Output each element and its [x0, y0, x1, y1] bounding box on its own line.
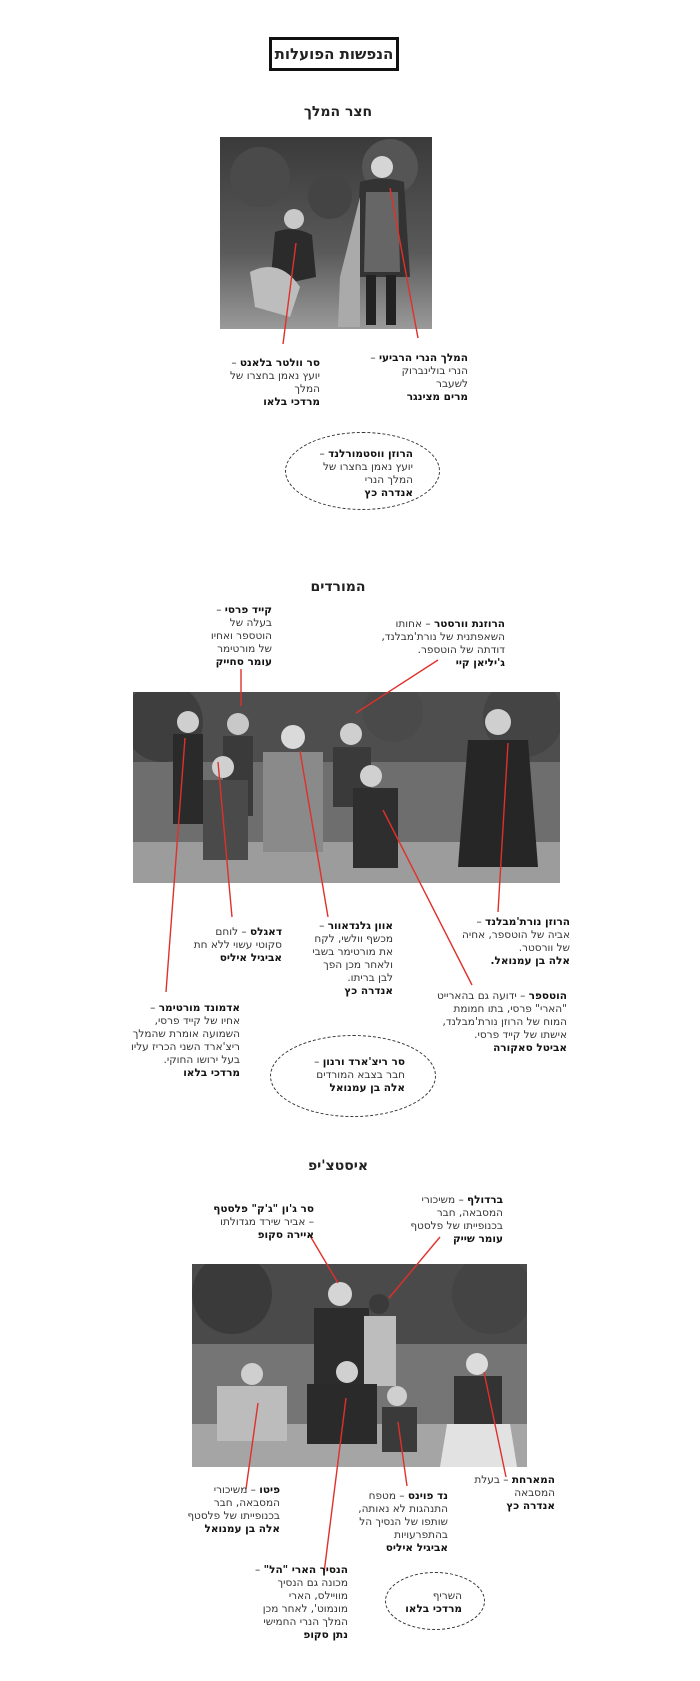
- role-description: מכונה גם הנסיך מוויילס, הארי מונמוט', לאחר מכן המלך הנרי החמישי: [262, 1577, 348, 1628]
- rebels-photo-art: [133, 692, 560, 883]
- actor-name: אנדרה כץ: [364, 487, 413, 499]
- role-description: לוחם סקוטי עשוי ללא חת: [193, 926, 282, 951]
- caption-mortimer: אדמונד מורטימר – אחיו של קייד פרסי, השמועה אומרת שהמלך ריצ'ארד השני הכריז עליו בעל ירושו החוקי. מרדכי בלאו: [128, 1002, 240, 1080]
- role-name: סר וולטר בלאנט: [239, 357, 320, 369]
- caption-bardolph: ברדולף – משיכורי המסבאה, חבר בכנופייתו של פלסטף עומר שייק: [407, 1194, 503, 1246]
- role-name: סר ג'ון "ג'ק" פלסטף: [213, 1203, 314, 1215]
- actor-name: עומר סחייק: [215, 656, 272, 668]
- role-name: הרוזן ווסטמורלנד: [328, 448, 413, 460]
- actor-name: אביטל סאקורה: [493, 1042, 567, 1054]
- actor-name: אביגיל איליס: [385, 1542, 448, 1554]
- eastcheap-photo: [192, 1264, 527, 1467]
- role-description: מכשף וולשי, לקח את מורטימר בשבי ולאחר מכן הפך לבן בריתו.: [312, 933, 393, 984]
- caption-prince-hal: הנסיך הארי "הל" – מכונה גם הנסיך מוויילס, הארי מונמוט', לאחר מכן המלך הנרי החמישי נתן סקופ: [252, 1564, 348, 1642]
- caption-hostess: המארחת – בעלת המסבאה אנדרה כץ: [470, 1474, 555, 1513]
- caption-walter-blunt: סר וולטר בלאנט – יועץ נאמן בחצרו של המלך מרדכי בלאו: [222, 357, 320, 409]
- role-description: יועץ נאמן בחצרו של המלך הנרי: [322, 461, 413, 486]
- caption-kate-percy: קייד פרסי – בעלה של הוטספר ואחיו של מורטימר עומר סחייק: [200, 604, 272, 669]
- actor-name: נתן סקופ: [303, 1629, 348, 1641]
- role-description: אביה של הוטספר, אחיה של וורסטר.: [462, 929, 570, 954]
- role-description: בעלה של הוטספר ואחיו של מורטימר: [210, 617, 272, 655]
- role-description: יועץ נאמן בחצרו של המלך: [229, 370, 320, 395]
- actor-name: מרדכי בלאו: [263, 396, 320, 408]
- role-name: פיטו: [259, 1484, 280, 1496]
- caption-northumberland: הרוזן נורת'מבלנד – אביה של הוטספר, אחיה של וורסטר. אלה בן עמנואל.: [458, 916, 570, 968]
- caption-peto: פיטו – משיכורי המסבאה, חבר בכנופייתו של פלסטף אלה בן עמנואל: [180, 1484, 280, 1536]
- actor-name: אלה בן עמנואל: [204, 1523, 280, 1535]
- caption-poins: נד פוינס – מטפח התנהגות לא נאותה, שותפו של הנסיך הל בהתפרעויות אביגיל איליס: [358, 1490, 448, 1554]
- actor-name: אלה בן עמנואל.: [490, 955, 570, 967]
- section-title-court: חצר המלך: [303, 104, 373, 120]
- role-name: הרוזנת וורסטר: [433, 618, 505, 630]
- role-name: הוטספר: [528, 990, 567, 1002]
- role-name: סר ריצ'ארד ורנון: [322, 1056, 405, 1068]
- section-title-eastcheap: איסטצ'יפ: [307, 1158, 369, 1174]
- role-description: חבר בצבא המורדים: [316, 1069, 405, 1081]
- actor-name: מרדכי בלאו: [405, 1603, 462, 1615]
- role-description: משיכורי המסבאה, חבר בכנופייתו של פלסטף: [410, 1194, 503, 1232]
- role-description: ידועה גם בהארייט "הארי" פרסי, בתו חמומת המוח של הרוזן נורת'מבלנד, אישתו של קייד פרסי.: [437, 990, 567, 1041]
- role-name: נד פוינס: [407, 1490, 448, 1502]
- actor-name: אלה בן עמנואל: [329, 1082, 405, 1094]
- role-name: ברדולף: [467, 1194, 503, 1206]
- caption-countess-worcester: הרוזנת וורסטר – אחותו השאפתנית של נורת'מבלנד, דודתה של הוטספר. ג'יליאן קיי: [381, 618, 505, 669]
- page-title: הנפשות הפועלות: [269, 37, 399, 71]
- court-photo: [220, 137, 432, 329]
- caption-king-henry: המלך הנרי הרביעי – הנרי בולינברוק לשעבר מרים מצינגר: [368, 352, 468, 404]
- role-name: הנסיך הארי "הל": [263, 1564, 348, 1576]
- court-photo-art: [220, 137, 432, 329]
- role-name: אדמונד מורטימר: [158, 1002, 240, 1014]
- actor-name: אביגיל איליס: [219, 952, 282, 964]
- section-title-rebels: המורדים: [310, 579, 366, 595]
- role-name: המארחת: [511, 1474, 555, 1486]
- role-description: אחיו של קייד פרסי, השמועה אומרת שהמלך ריצ'ארד השני הכריז עליו בעל ירושו החוקי.: [130, 1015, 240, 1066]
- role-name: השריף: [432, 1590, 462, 1602]
- caption-vernon: סר ריצ'ארד ורנון – חבר בצבא המורדים אלה בן עמנואל: [305, 1056, 405, 1095]
- caption-falstaff: סר ג'ון "ג'ק" פלסטף – אביר שירד מגדולתו איירה סקופ: [206, 1203, 314, 1242]
- actor-name: אנדרה כץ: [506, 1500, 555, 1512]
- role-description: משיכורי המסבאה, חבר בכנופייתו של פלסטף: [187, 1484, 280, 1522]
- role-name: המלך הנרי הרביעי: [378, 352, 468, 364]
- role-description: מטפח התנהגות לא נאותה, שותפו של הנסיך הל בהתפרעויות: [358, 1490, 448, 1541]
- actor-name: עומר שייק: [452, 1233, 503, 1245]
- actor-name: מרים מצינגר: [406, 391, 468, 403]
- actor-name: איירה סקופ: [257, 1229, 314, 1241]
- role-description: הנרי בולינברוק לשעבר: [401, 365, 468, 390]
- actor-name: אנדרה כץ: [344, 985, 393, 997]
- role-description: אביר שירד מגדולתו: [220, 1216, 306, 1228]
- role-name: דאגלס: [250, 926, 282, 938]
- role-description: בעלת המסבאה: [474, 1474, 555, 1499]
- role-name: הרוזן נורת'מבלנד: [485, 916, 570, 928]
- caption-douglas: דאגלס – לוחם סקוטי עשוי ללא חת אביגיל איליס: [190, 926, 282, 965]
- caption-glendower: אוון גלנדאוור – מכשף וולשי, לקח את מורטימר בשבי ולאחר מכן הפך לבן בריתו. אנדרה כץ: [308, 920, 393, 998]
- actor-name: ג'יליאן קיי: [455, 657, 505, 669]
- eastcheap-photo-art: [192, 1264, 527, 1467]
- caption-westmoreland: הרוזן ווסטמורלנד – יועץ נאמן בחצרו של המלך הנרי אנדרה כץ: [313, 448, 413, 500]
- caption-hotspur: הוטספר – ידועה גם בהארייט "הארי" פרסי, בתו חמומת המוח של הרוזן נורת'מבלנד, אישתו של קייד פרסי. אביטל סאקורה: [432, 990, 567, 1055]
- role-description: אחותו השאפתנית של נורת'מבלנד, דודתה של הוטספר.: [381, 618, 505, 656]
- actor-name: מרדכי בלאו: [183, 1067, 240, 1079]
- role-name: קייד פרסי: [224, 604, 272, 616]
- caption-sheriff: [400, 1590, 462, 1616]
- rebels-photo: [133, 692, 560, 883]
- role-name: אוון גלנדאוור: [327, 920, 393, 932]
